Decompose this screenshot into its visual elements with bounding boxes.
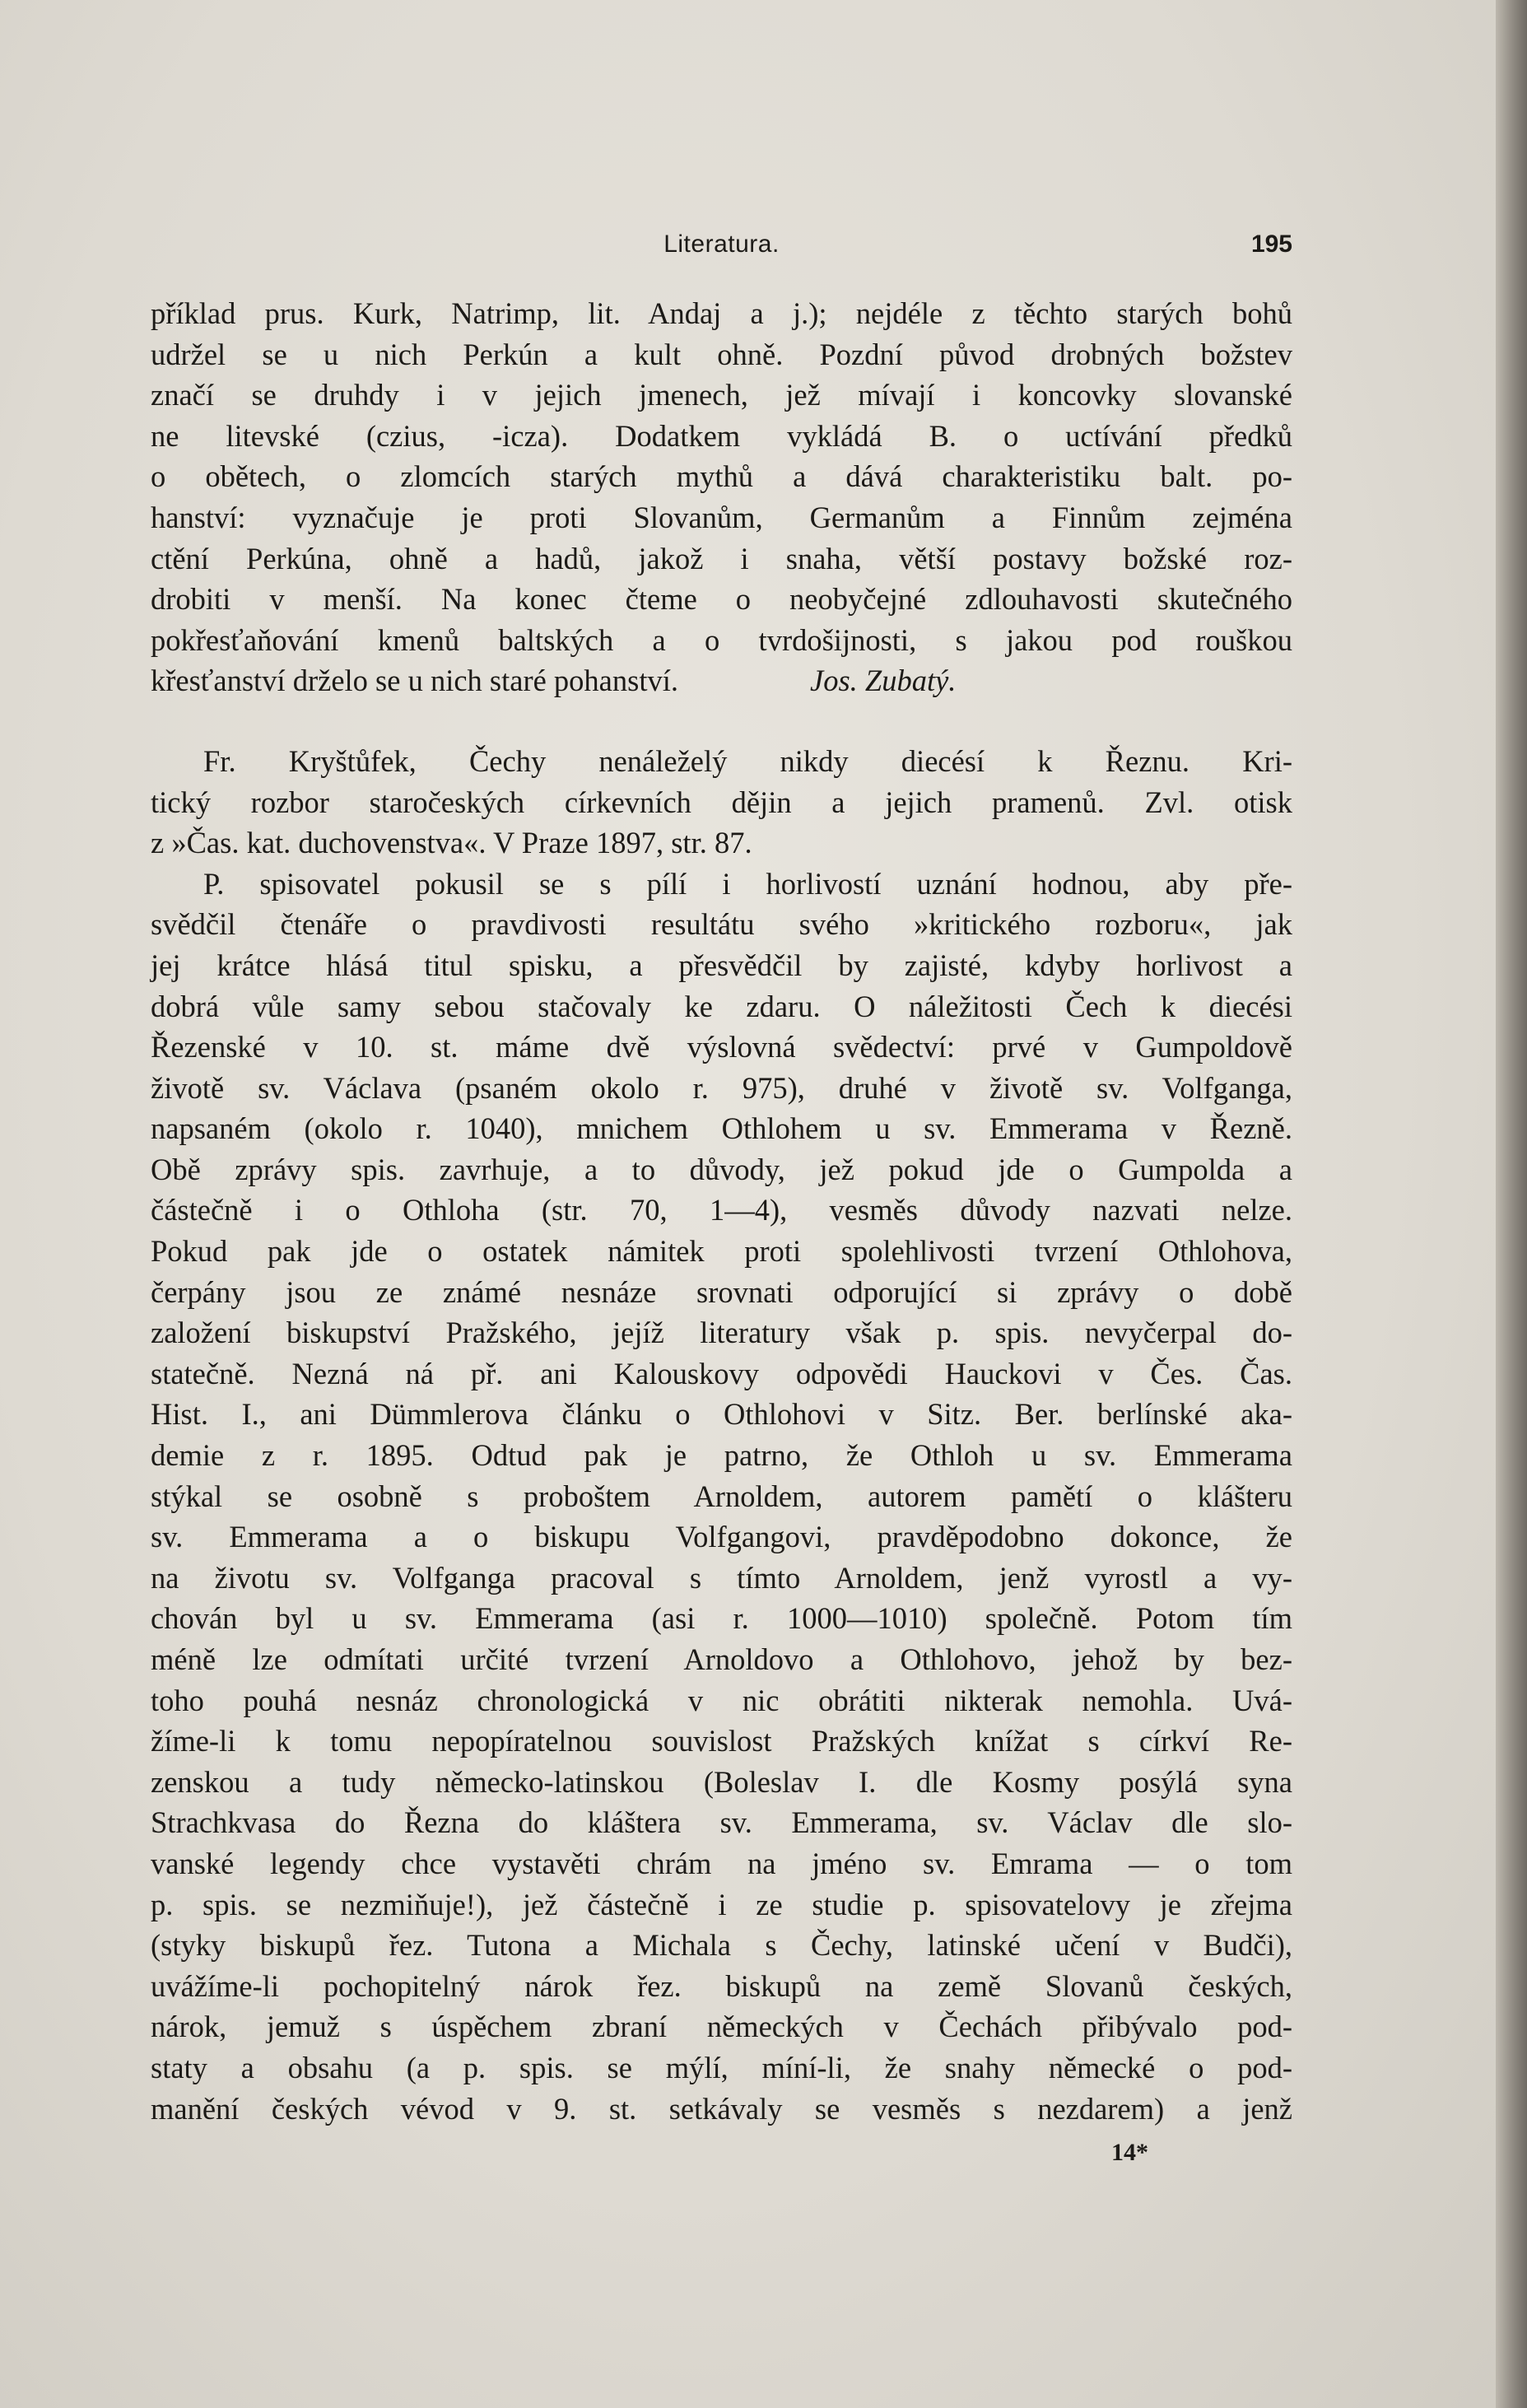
text-line: zenskou a tudy německo-latinskou (Boleslav I. dle Kosmy posýlá syna [151,1764,1292,1799]
closing-sentence: křesťanství drželo se u nich staré pohanství. [151,664,678,698]
review-perkun-section [151,293,1292,701]
text-line: dobrá vůle samy sebou stačovaly ke zdaru. O náležitosti Čech k diecési [151,989,1292,1023]
text-line: na životu sv. Volfganga pracoval s tímto Arnoldem, jenž vyrostl a vy- [151,1560,1292,1595]
text-line: P. spisovatel pokusil se s pílí i horlivostí uznání hodnou, aby pře- [203,866,1292,901]
text-line: Strachkvasa do Řezna do kláštera sv. Emmerama, sv. Václav dle slo- [151,1805,1292,1840]
text-line: udržel se u nich Perkún a kult ohně. Pozdní původ drobných božstev [151,337,1292,371]
page-edge-shadow [1496,0,1527,2408]
text-line: staty a obsahu (a p. spis. se mýlí, míní-li, že snahy německé o pod- [151,2050,1292,2084]
section-gap [151,701,1292,741]
text-line: částečně i o Othloha (str. 70, 1—4), vesměs důvody nazvati nelze. [151,1193,1292,1227]
text-line: životě sv. Václava (psaném okolo r. 975), druhé v životě sv. Volfganga, [151,1070,1292,1105]
text-line: napsaném (okolo r. 1040), mnichem Othlohem u sv. Emmerama v Řezně. [151,1111,1292,1146]
text-line: Obě zprávy spis. zavrhuje, a to důvody, jež pokud jde o Gumpolda a [151,1152,1292,1186]
signature-line [151,660,1292,701]
text-line: žíme-li k tomu nepopíratelnou souvislost Pražských knížat s církví Re- [151,1724,1292,1758]
text-line: jej krátce hlásá titul spisku, a přesvědčil by zajisté, kdyby horlivost a [151,948,1292,982]
text-line: tický rozbor staročeských církevních dějin a jejich pramenů. Zvl. otisk [151,785,1292,819]
review-krystufek-section [151,741,1292,2129]
text-line: stýkal se osobně s proboštem Arnoldem, autorem pamětí o klášteru [151,1479,1292,1513]
text-line: Pokud pak jde o ostatek námitek proti spolehlivosti tvrzení Othlohova, [151,1234,1292,1269]
text-line: statečně. Nezná ná př. ani Kalouskovy odpovědi Hauckovi v Čes. Čas. [151,1356,1292,1390]
text-line: (styky biskupů řez. Tutona a Michala s Čechy, latinské učení v Budči), [151,1928,1292,1963]
text-line: založení biskupství Pražského, jejíž literatury však p. spis. nevyčerpal do- [151,1316,1292,1350]
text-line: nárok, jemuž s úspěchem zbraní německých v Čechách přibývalo pod- [151,2010,1292,2044]
running-header [151,231,1292,272]
text-line: drobiti v menší. Na konec čteme o neobyčejné zdlouhavosti skutečného [151,582,1292,617]
text-line: svědčil čtenáře o pravdivosti resultátu svého »kritického rozboru«, jak [151,907,1292,942]
text-line: toho pouhá nesnáz chronologická v nic obrátiti nikterak nemohla. Uvá- [151,1683,1292,1717]
review-author: Jos. Zubatý. [810,664,957,698]
review-heading-line: Fr. Kryštůfek, Čechy nenáleželý nikdy diecésí k Řeznu. Kri- [203,743,1292,778]
text-line: p. spis. se nezmiňuje!), jež částečně i ze studie p. spisovatelovy je zřejma [151,1887,1292,1921]
text-line: příklad prus. Kurk, Natrimp, lit. Andaj a j.); nejdéle z těchto starých bohů [151,296,1292,330]
signature-mark: 14* [1111,2139,1148,2166]
text-line: o obětech, o zlomcích starých mythů a dává charakteristiku balt. po- [151,459,1292,494]
text-line: méně lze odmítati určité tvrzení Arnoldovo a Othlohovo, jehož by bez- [151,1642,1292,1676]
text-line: pokřesťaňování kmenů baltských a o tvrdošijnosti, s jakou pod rouškou [151,622,1292,657]
page-number: 195 [1250,231,1292,258]
text-line: Hist. I., ani Dümmlerova článku o Othlohovi v Sitz. Ber. berlínské aka- [151,1397,1292,1432]
body-text [151,293,1292,2129]
text-line: manění českých vévod v 9. st. setkávaly se vesměs s nezdarem) a jenž [151,2091,1292,2126]
text-line: čerpány jsou ze známé nesnáze srovnati odporující si zprávy o době [151,1274,1292,1309]
text-line: z »Čas. kat. duchovenstva«. V Praze 1897, str. 87. [151,826,752,860]
text-line: značí se druhdy i v jejich jmenech, jež mívají i koncovky slovanské [151,378,1292,412]
text-line: demie z r. 1895. Odtud pak je patrno, že Othloh u sv. Emmerama [151,1438,1292,1473]
text-line: hanství: vyznačuje je proti Slovanům, Germanům a Finnům zejména [151,500,1292,534]
text-line: chován byl u sv. Emmerama (asi r. 1000—1010) společně. Potom tím [151,1601,1292,1636]
text-line: uvážíme-li pochopitelný nárok řez. biskupů na země Slovanů českých, [151,1968,1292,2003]
text-line: Řezenské v 10. st. máme dvě výslovná svědectví: prvé v Gumpoldově [151,1030,1292,1064]
text-line: sv. Emmerama a o biskupu Volfgangovi, pravděpodobno dokonce, že [151,1520,1292,1554]
text-line: vanské legendy chce vystavěti chrám na jméno sv. Emrama — o tom [151,1846,1292,1880]
text-line: ctění Perkúna, ohně a hadů, jakož i snaha, větší postavy božské roz- [151,541,1292,575]
text-line: ne litevské (czius, -icza). Dodatkem vykládá B. o uctívání předků [151,418,1292,453]
running-title: Literatura. [663,231,780,258]
